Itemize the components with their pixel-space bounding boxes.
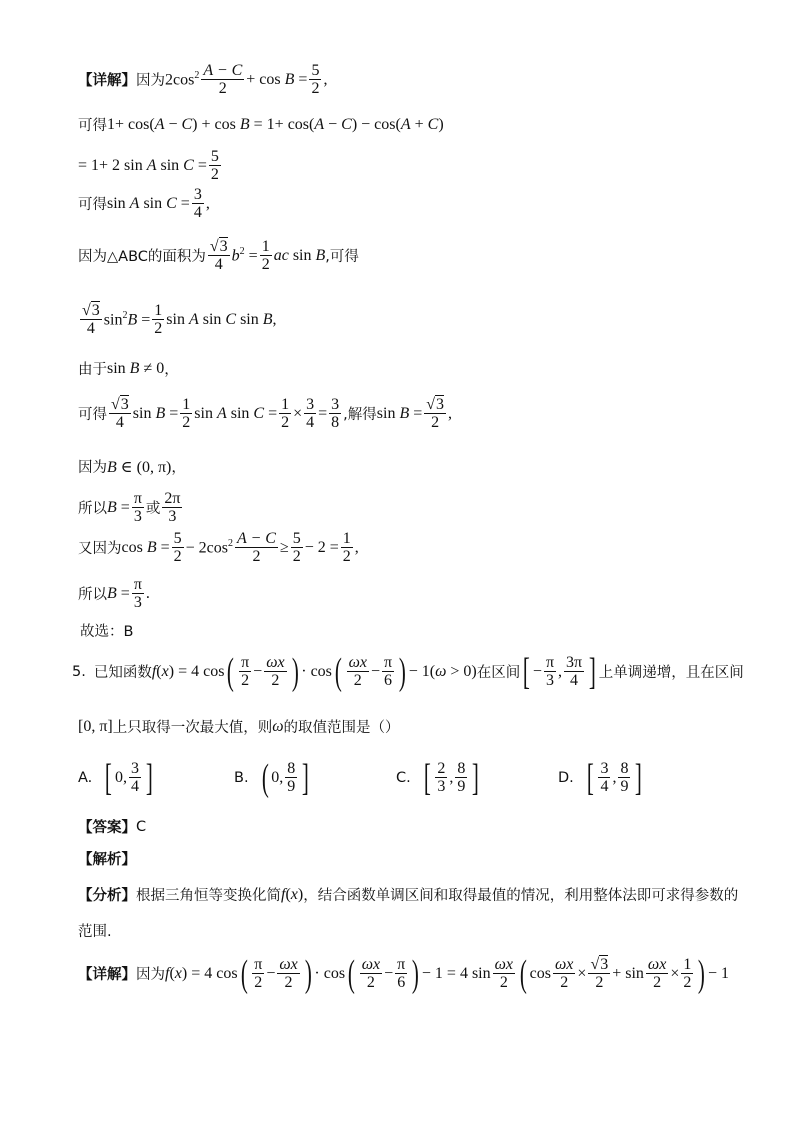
line-4: 可得 sin A sin C = $\frac{3}{4}$ ,: [78, 186, 210, 221]
line-6: $\frac{√3}{4}$ $\sin^2B$ = $\frac{1}{2}$ sin A sin C sin B,: [82, 302, 277, 337]
line-5: 因为△ABC的面积为 $\frac{√3}{4}$ $b^2$ = $\frac{1}{2}$ ac sin B ,可得: [78, 238, 359, 273]
line-1: 【详解】 因为 $2\cos^2$ $\frac{A - C}{2}$ + cos B = $\frac{5}{2}$ ,: [78, 62, 328, 97]
question-5-line-1: 5. 已知函数 f(x) = 4 cos ( $\frac{\pi}{2}$ − $\frac{\omega x}{2}$ ) · cos ( $\frac{\omega x}{2}$ − $\frac{\pi}{6}$ ) − 1(ω > 0) 在区间 [ − $\frac{\pi}{3}$ , $\frac{3\pi}{4}$ ] 上单调递增，且在区间: [72, 650, 744, 693]
analysis-continue-line: 范围.: [78, 924, 112, 940]
option-c[interactable]: C. [ $\frac{2}{3}$ , $\frac{8}{9}$ ]: [396, 756, 480, 799]
option-a[interactable]: A. [ 0 , $\frac{3}{4}$ ]: [78, 756, 153, 799]
answer-label: 【答案】: [78, 820, 136, 836]
line-11: 又因为 cos B = $\frac{5}{2}$ − $2\cos^2$ $\frac{A - C}{2}$ ≥ $\frac{5}{2}$ − 2 = $\frac{1}{2}$ ,: [78, 530, 359, 565]
analysis-label: 【解析】: [78, 852, 136, 868]
line-13: [80, 620, 133, 641]
line-12: 所以 B = $\frac{\pi}{3}$ .: [78, 576, 150, 611]
detail-final-line: 【详解】 因为 f(x) = 4 cos ( $\frac{\pi}{2}$ − $\frac{\omega x}{2}$ ) · cos ( $\frac{\omega x}{2}$ − $\frac{\pi}{6}$ ) − 1 = 4 sin $\frac{\omega x}{2}$ ( cos $\frac{\omega x}{2}$ × $\frac{√3}{2}$ + sin $\frac{\omega x}{2}$ × $\frac{1}{2}$ ) − 1: [78, 952, 730, 995]
choose-text: 故选：B: [80, 624, 134, 640]
answer-value: C: [136, 818, 147, 835]
question-5-line-2: [0, π] 上只取得一次最大值，则 ω 的取值范围是（）: [78, 717, 400, 736]
line-7: 由于 sin B ≠ 0 ，: [78, 359, 179, 378]
line-2: 可得 1+ cos(A − C) + cos B = 1+ cos(A − C) − cos(A + C): [78, 115, 444, 134]
analysis-intro-label: 【分析】: [78, 888, 136, 904]
analysis-line: [78, 848, 136, 869]
answer-line: [78, 816, 146, 837]
option-d[interactable]: D. [ $\frac{3}{4}$ , $\frac{8}{9}$ ]: [558, 756, 643, 799]
line-8: 可得 $\frac{√3}{4}$ sin B = $\frac{1}{2}$ sin A sin C = $\frac{1}{2}$ × $\frac{3}{4}$ = $\frac{3}{8}$ ,解得 sin B = $\frac{√3}{2}$ ,: [78, 396, 453, 431]
detail-label-2: 【详解】: [78, 967, 136, 983]
line-10: 所以 B = $\frac{\pi}{3}$ 或 $\frac{2\pi}{3}$: [78, 490, 181, 525]
analysis-intro-line: 【分析】 根据三角恒等变换化简 f(x) ，结合函数单调区间和取得最值的情况，利用整体法即可求得参数的: [78, 885, 739, 904]
line-9: 因为 B ∈ (0, π) ，: [78, 458, 186, 476]
question-number: 5.: [72, 663, 86, 680]
line-3: = 1+ 2 sin A sin C = $\frac{5}{2}$: [78, 148, 219, 183]
detail-label: 【详解】: [78, 73, 136, 89]
option-b[interactable]: B. ( 0 , $\frac{8}{9}$ ]: [234, 756, 310, 799]
